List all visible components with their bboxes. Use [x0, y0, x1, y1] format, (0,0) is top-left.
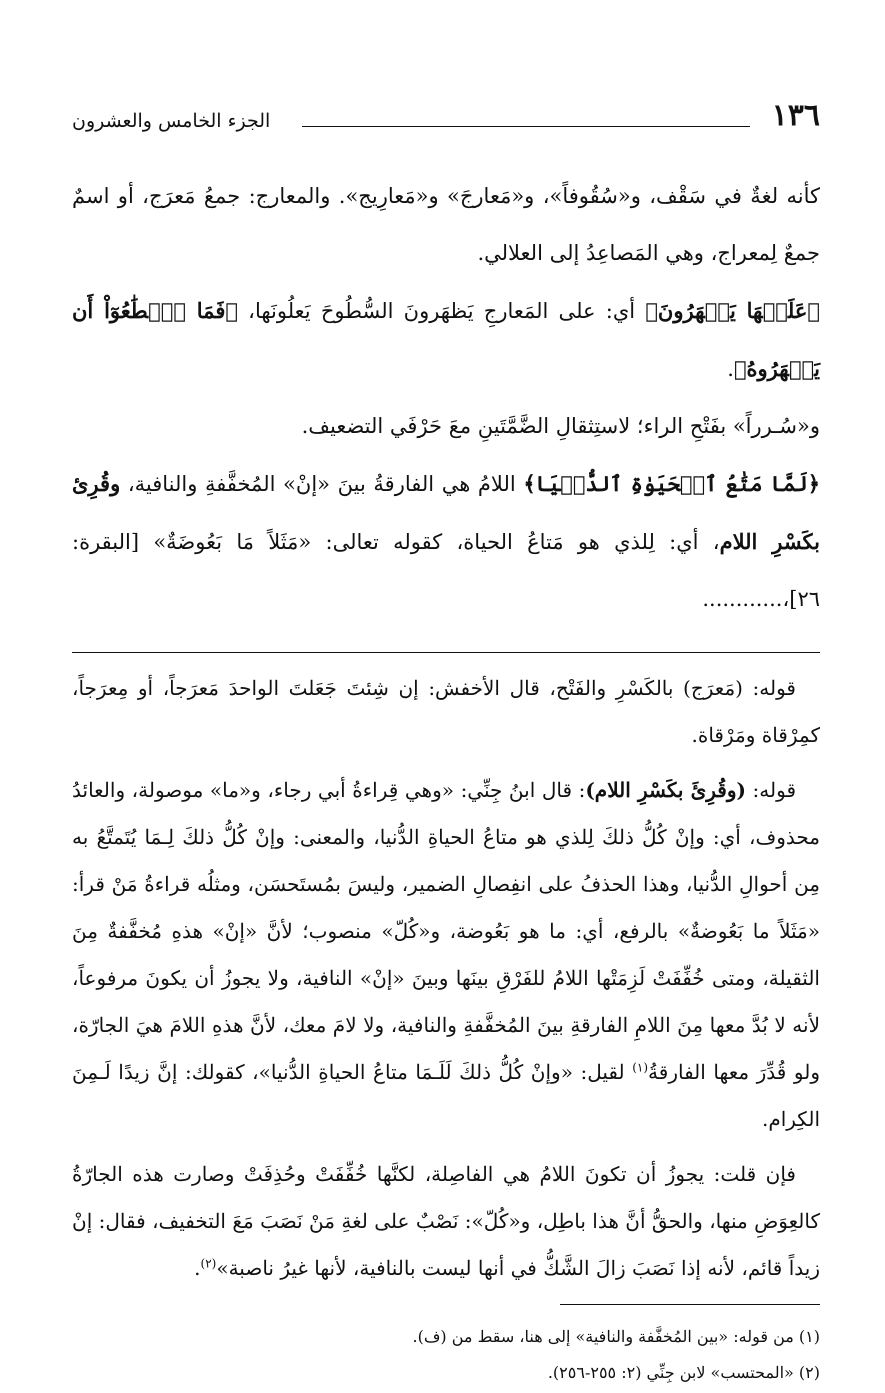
paragraph-text: لقيل: «وإنْ كُلُّ ذلكَ لَلَـمَا متاعُ الحياةِ الدُّنيا»، كقولك: إنَّ زيدًا لَـمِنَ الكِرام. [72, 1060, 820, 1131]
commentary-paragraph-3 [72, 1151, 820, 1292]
running-title: الجزء الخامس والعشرون [72, 110, 271, 132]
paragraph-text: . [194, 1256, 201, 1280]
paragraph-text: ، أي: لِلذي هو مَتاعُ الحياة، كقوله تعالى: «مَثَلاً مَا بَعُوضَةٌ» [البقرة: ٢٦]، [72, 530, 820, 611]
book-page [72, 90, 820, 1391]
paragraph-text: قوله: [745, 778, 796, 802]
commentary-divider [72, 652, 820, 653]
bold-phrase: (وقُرِئَ بكَسْرِ اللام) [585, 778, 746, 802]
main-paragraph-3: و«سُـرراً» بفَتْحِ الراء؛ لاستِثقالِ الضَّمَّتَينِ معَ حَرْفَي التضعيف. [301, 414, 820, 438]
footnote-ref-1: (١) [632, 1060, 649, 1075]
running-head [72, 90, 820, 136]
main-text [72, 168, 820, 628]
main-paragraph-4 [72, 455, 820, 628]
footnote-rule [560, 1304, 820, 1305]
footnote-ref-2: (٢) [200, 1256, 217, 1271]
quran-quote: ﴿لَمَّا مَتَٰعُ ٱلۡحَيَوٰةِ ٱلدُّنۡيَا﴾ [523, 471, 821, 496]
footnote-2: (٢) «المحتسب» لابن جِنِّي (٢: ٢٥٥-٢٥٦). [547, 1363, 820, 1382]
ellipsis-dots: ............ [702, 587, 783, 611]
quran-quote: ﴿عَلَيۡهَا يَظۡهَرُونَ﴾ [645, 298, 820, 323]
paragraph-text: فإن قلت: يجوزُ أن تكونَ اللامُ هي الفاصِلة، لكنَّها خُفِّفَتْ وحُذِفَتْ وصارت هذه الجارّةُ كالعِوَضِ منها، والحقُّ أنَّ هذا باطِل، و«كُلّ»: نَصْبٌ على لغةِ مَنْ نَصَبَ مَعَ التخفيف، فقال: إنْ زيداً قائم، لأنه إذا نَصَبَ زالَ الشَّكُّ في أنها ليست بالنافية، لأنها غيرُ ناصبة» [72, 1162, 820, 1280]
footnote-1: (١) من قوله: «بين المُخفَّفة والنافية» إلى هنا، سقط من (ف). [412, 1327, 820, 1346]
paragraph-text: : قال ابنُ جِنِّي: «وهي قِراءةُ أبي رجاء، و«ما» موصولة، والعائدُ محذوف، أي: وإنْ كُلُّ ذلكَ لِلذي هو متاعُ الحياةِ الدُّنيا، والمعنى: وإنْ كُلُّ ذلكَ لِـمَا يُتَمتَّعُ به مِن أحوالِ الدُّنيا، وهذا الحذفُ على انفِصالِ الضمير، وليسَ بمُستَحسَن، ومثلُه قراءةُ مَنْ قرأ: «مَثَلاً ما بَعُوضةٌ» بالرفع، أي: ما هو بَعُوضة، و«كُلّ» منصوب؛ لأنَّ «إنْ» هذهِ مُخفَّفةٌ مِنَ الثقيلة، ومتى خُفِّفَتْ لَزِمَتْها اللامُ للفَرْقِ بينَها وبينَ «إنْ» النافية، ولا يجوزُ أن يكونَ مرفوعاً، لأنه لا بُدَّ معها مِنَ اللامِ الفارقةِ بينَ المُخفَّفةِ والنافية، ولا لامَ معك، لأنَّ هذهِ اللامَ هيَ الجارّة، ولو قُدِّرَ معها الفارقةُ [72, 778, 820, 1084]
header-rule [302, 126, 750, 127]
commentary-paragraph-1: قوله: (مَعرَج) بالكَسْرِ والفَتْح، قال الأخفش: إن شِئتَ جَعَلتَ الواحدَ مَعرَجاً، أو مِعرَجاً، كمِرْقاة ومَرْقاة. [72, 676, 820, 747]
paragraph-text: أي: على المَعارجِ يَظهَرونَ السُّطُوحَ يَعلُونَها، [237, 299, 646, 323]
quran-quote: ﴿فَمَا ٱسۡطَٰعُوٓاْ أَن يَظۡهَرُوهُ﴾ [72, 298, 820, 381]
commentary-paragraph-2 [72, 767, 820, 1143]
paragraph-text: . [727, 357, 734, 381]
bold-phrase: وقُرِئ بكَسْرِ اللام [72, 471, 820, 554]
commentary [72, 665, 820, 1292]
footnotes [72, 1319, 820, 1391]
main-paragraph-2 [72, 282, 820, 398]
paragraph-text: اللامُ هي الفارقةُ بينَ «إنْ» المُخفَّفةِ والنافية، [120, 472, 524, 496]
page-number: ١٣٦ [771, 98, 820, 133]
main-paragraph-1: كأنه لغةٌ في سَقْف، و«سُقُوفاً»، و«مَعارجَ» و«مَعارِيج». والمعارج: جمعُ مَعرَج، أو اسمٌ جمعٌ لِمعراج، وهي المَصاعِدُ إلى العلالي. [72, 184, 820, 265]
